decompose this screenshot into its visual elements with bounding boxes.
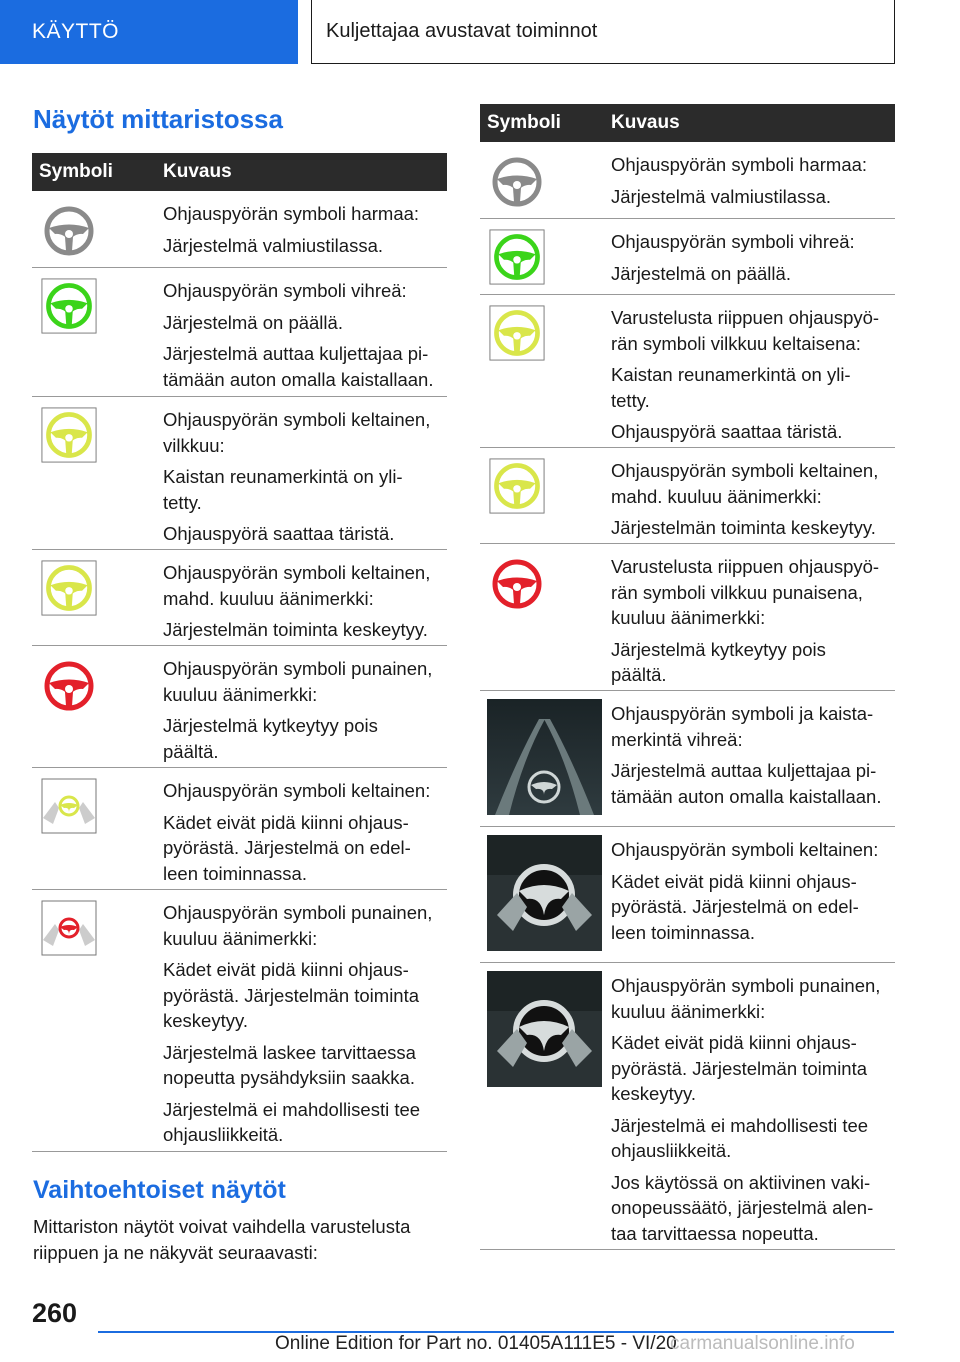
row-description <box>163 407 447 553</box>
section-title: KÄYTTÖ <box>32 20 120 43</box>
table-row <box>480 691 895 827</box>
watermark: carmanualsonline.info <box>670 1333 855 1354</box>
table-header <box>32 153 447 191</box>
steering-wheel-grey-icon <box>487 152 547 217</box>
lane-display-icon <box>487 699 602 820</box>
description-line: Järjestelmä auttaa kuljettajaa pi- tämään auton omalla kaistallaan. <box>611 760 882 807</box>
hands-off-display-icon <box>487 835 602 956</box>
chapter-title: Kuljettajaa avustavat toiminnot <box>326 20 598 42</box>
description-line: Kädet eivät pidä kiinni ohjaus- pyörästä. Järjestelmä on edel- leen toiminnassa. <box>163 811 411 884</box>
page-title: Näytöt mittaristossa <box>33 104 283 134</box>
table-row <box>32 550 447 646</box>
description-line: Ohjauspyörä saattaa täristä. <box>611 421 843 442</box>
chapter-header <box>311 0 895 64</box>
description-line: Kaistan reunamerkintä on yli- tetty. <box>611 364 851 411</box>
section-title-alternative-displays: Vaihtoehtoiset näytöt <box>33 1176 286 1204</box>
column-symbol: Symboli <box>487 112 561 133</box>
hands-off-red-icon <box>41 900 97 961</box>
footer-edition: Online Edition for Part no. 01405A111E5 - VI/20 <box>275 1333 677 1354</box>
description-line: Järjestelmän toiminta keskeytyy. <box>611 517 876 538</box>
row-description <box>163 201 447 264</box>
row-description <box>163 560 447 649</box>
description-line: Järjestelmän toiminta keskeytyy. <box>163 619 428 640</box>
description-line: Järjestelmä kytkeytyy pois päältä. <box>163 715 378 762</box>
steering-wheel-yellow-icon <box>41 560 97 621</box>
description-line: Ohjauspyörä saattaa täristä. <box>163 523 395 544</box>
section-body <box>33 1214 443 1266</box>
description-line: Jos käytössä on aktiivinen vaki- onopeussäätö, järjestelmä alen- taa tarvittaessa nopeutta. <box>611 1171 874 1244</box>
table-row <box>480 963 895 1250</box>
table-row <box>32 191 447 268</box>
description-line: Ohjauspyörän symboli ja kaista- merkintä vihreä: <box>611 703 874 750</box>
row-description <box>611 458 895 547</box>
steering-wheel-yellow-icon <box>489 458 545 519</box>
description-line: Ohjauspyörän symboli punainen, kuuluu äänimerkki: <box>611 975 881 1022</box>
description-line: Ohjauspyörän symboli keltainen, mahd. kuuluu äänimerkki: <box>611 460 879 507</box>
column-description: Kuvaus <box>611 112 680 133</box>
table-row <box>480 142 895 219</box>
description-line: Ohjauspyörän symboli keltainen, vilkkuu: <box>163 409 431 456</box>
section-tab <box>0 0 298 64</box>
description-line: Ohjauspyörän symboli harmaa: <box>611 154 868 175</box>
row-description <box>611 152 895 215</box>
table-row <box>32 268 447 397</box>
description-line: Järjestelmä valmiustilassa. <box>163 234 384 256</box>
description-line: Ohjauspyörän symboli keltainen: <box>611 839 879 860</box>
description-line: Ohjauspyörän symboli keltainen, mahd. kuuluu äänimerkki: <box>163 562 431 609</box>
description-line: Kaistan reunamerkintä on yli- tetty. <box>163 466 403 513</box>
row-description <box>163 778 447 892</box>
row-description <box>611 554 895 694</box>
description-line: Järjestelmä on päällä. <box>163 311 343 333</box>
row-description <box>611 973 895 1252</box>
row-description <box>611 701 895 815</box>
row-description <box>163 656 447 770</box>
symbol-table-right <box>480 104 895 1250</box>
table-row <box>32 890 447 1152</box>
description-line: Ohjauspyörän symboli punainen, kuuluu äänimerkki: <box>163 902 433 949</box>
description-line: Järjestelmä auttaa kuljettajaa pi- tämään auton omalla kaistallaan. <box>163 343 434 390</box>
steering-wheel-red-icon <box>487 554 547 619</box>
description-line: Järjestelmä ei mahdollisesti tee ohjausliikkeitä. <box>611 1114 869 1161</box>
row-description <box>611 305 895 451</box>
description-line: Järjestelmä ei mahdollisesti tee ohjausliikkeitä. <box>163 1098 421 1145</box>
table-row <box>480 448 895 544</box>
description-line: Varustelusta riippuen ohjauspyö- rän symboli vilkkuu keltaisena: <box>611 307 880 354</box>
steering-wheel-grey-icon <box>39 201 99 266</box>
steering-wheel-green-icon <box>489 229 545 290</box>
description-line: Varustelusta riippuen ohjauspyö- rän symboli vilkkuu punaisena, kuuluu äänimerkki: <box>611 556 880 628</box>
row-description <box>163 900 447 1154</box>
table-row <box>32 646 447 768</box>
description-line: Järjestelmä valmiustilassa. <box>611 185 832 207</box>
steering-wheel-red-icon <box>39 656 99 721</box>
table-header <box>480 104 895 142</box>
description-line: Ohjauspyörän symboli punainen, kuuluu äänimerkki: <box>163 658 433 705</box>
table-row <box>32 768 447 890</box>
description-line: Kädet eivät pidä kiinni ohjaus- pyörästä. Järjestelmä on edel- leen toiminnassa. <box>611 870 859 943</box>
column-description: Kuvaus <box>163 161 232 182</box>
description-line: Järjestelmä kytkeytyy pois päältä. <box>611 638 826 685</box>
symbol-table-left <box>32 153 447 1153</box>
description-line: Kädet eivät pidä kiinni ohjaus- pyörästä. Järjestelmän toiminta keskeytyy. <box>611 1032 868 1104</box>
table-row <box>480 295 895 448</box>
table-row <box>32 397 447 550</box>
description-line: Järjestelmä laskee tarvittaessa nopeutta pysähdyksiin saakka. <box>163 1041 416 1088</box>
description-line: Ohjauspyörän symboli vihreä: <box>611 231 855 252</box>
row-description <box>163 278 447 398</box>
hands-off-display-icon <box>487 971 602 1092</box>
steering-wheel-yellow-icon <box>489 305 545 366</box>
description-line: Ohjauspyörän symboli harmaa: <box>163 203 420 224</box>
hands-off-yellow-icon <box>41 778 97 839</box>
row-description <box>611 837 895 951</box>
steering-wheel-yellow-icon <box>41 407 97 468</box>
section-body-text: Mittariston näytöt voivat vaihdella varustelusta riippuen ja ne näkyvät seuraavasti: <box>33 1216 411 1263</box>
table-row <box>480 219 895 295</box>
description-line: Kädet eivät pidä kiinni ohjaus- pyörästä. Järjestelmän toiminta keskeytyy. <box>163 959 420 1031</box>
table-row <box>480 827 895 963</box>
steering-wheel-green-icon <box>41 278 97 339</box>
description-line: Järjestelmä on päällä. <box>611 262 791 284</box>
description-line: Ohjauspyörän symboli keltainen: <box>163 780 431 801</box>
table-row <box>480 544 895 691</box>
row-description <box>611 229 895 292</box>
column-symbol: Symboli <box>39 161 113 182</box>
page-number: 260 <box>32 1298 78 1328</box>
description-line: Ohjauspyörän symboli vihreä: <box>163 280 407 301</box>
